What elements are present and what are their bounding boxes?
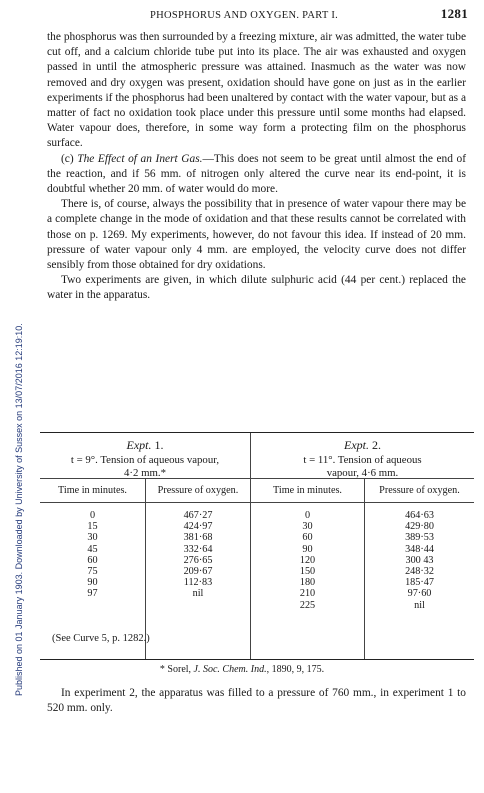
table-cell: 90 (87, 577, 98, 589)
table-cell: 276·65 (183, 554, 213, 566)
exp1-number: 1. (154, 438, 164, 452)
running-title: PHOSPHORUS AND OXYGEN. PART I. (150, 10, 339, 21)
exp2-time-header: Time in minutes. (273, 485, 342, 496)
exp2-pressure-column (365, 510, 474, 611)
exp1-title (40, 438, 250, 453)
table-cell: 97·60 (407, 588, 432, 600)
exp1-time-column (40, 510, 145, 600)
table-cell: 90 (302, 543, 313, 555)
download-notice (3, 96, 24, 696)
table-cell: 389·53 (405, 532, 434, 544)
download-notice-text: Published on 01 January 1903. Downloaded by University of Sussex on 13/07/2016 12:19:10. (14, 323, 24, 696)
table-cell: 248·32 (405, 565, 434, 577)
footnote (0, 664, 484, 675)
table-cell: 429·80 (405, 521, 434, 533)
paragraph-1: the phosphorus was then surrounded by a freezing mixture, air was admitted, the water tube cut off, and a calcium chloride tube put into its place. The air was exhausted and oxygen passed in until the atmospheric pressure was attained. Inasmuch as the water was now removed and dry oxygen was present, oxidation should have gone on just as in the earlier experiments if the phosphorus had been unaltered by contact with the water vapour, but as a matter of fact no oxidation took place under this pressure until some months had elapsed. Water vapour does, therefore, in some way form a protecting film on the phosphorus surface. (47, 31, 466, 150)
table-cell: 209·67 (183, 565, 213, 577)
table-cell: 30 (302, 521, 313, 533)
table-cell: 60 (302, 532, 313, 544)
table-cell: 185·47 (405, 577, 434, 589)
body-text (47, 30, 466, 304)
exp2-desc-line1: t = 11°. Tension of aqueous (303, 454, 422, 466)
table-cell: nil (414, 599, 425, 611)
table-cell: 467·27 (183, 510, 213, 521)
table-cell: 300 43 (405, 554, 434, 566)
footnote-journal: J. Soc. Chem. Ind. (193, 664, 267, 675)
table-cell: 97 (87, 588, 98, 600)
exp1-description (40, 454, 250, 480)
exp2-title (251, 438, 474, 453)
table-cell: 424·97 (183, 521, 213, 533)
table-cell: nil (192, 588, 204, 600)
table-cell: 150 (299, 565, 316, 577)
exp1-pressure-header: Pressure of oxygen. (157, 485, 239, 496)
exp2-time-column (251, 510, 364, 611)
experiment-table (40, 432, 474, 660)
exp1-desc-line1: t = 9°. Tension of aqueous vapour, (70, 454, 220, 466)
table-cell: 30 (87, 532, 98, 544)
table-cell: 332·64 (183, 543, 213, 555)
exp1-title-word: Expt. (126, 438, 152, 452)
paragraph-3: There is, of course, always the possibility that in presence of water vapour there may be a complete change in the mode of oxidation and that these results cannot be correlated with those on p. 1269. My experiments, however, do not favour this idea. If instead of 20 mm. pressure of water vapour only 4 mm. are employed, the velocity curve does not differ sensibly from those obtained for dry oxidations. (47, 198, 466, 272)
table-cell: 112·83 (183, 577, 213, 589)
footnote-citation: , 1890, 9, 175. (266, 664, 325, 675)
exp2-desc-line2: vapour, 4·6 mm. (326, 467, 399, 479)
paragraph-4: Two experiments are given, in which dilute sulphuric acid (44 per cent.) replaced the water in the apparatus. (47, 274, 466, 302)
table-cell: 381·68 (183, 532, 213, 544)
table-cell: 0 (89, 510, 96, 521)
paragraph-2-text: —This does not seem to be great until almost the end of the reaction, and if 56 mm. of nitrogen only altered the curve near its end-point, it is doubtful whether 20 mm. of water would do more. (47, 152, 467, 196)
table-cell: 180 (299, 577, 316, 589)
exp1-time-header: Time in minutes. (58, 485, 127, 496)
running-header (150, 6, 468, 22)
table-cell: 210 (299, 588, 316, 600)
closing-paragraph: In experiment 2, the apparatus was filled to a pressure of 760 mm., in experiment 1 to 520 mm. only. (47, 687, 466, 715)
paragraph-2 (47, 152, 466, 198)
closing-text (47, 686, 466, 716)
exp2-title-word: Expt. (344, 438, 369, 452)
exp1-pressure-column (146, 510, 250, 600)
footnote-marker: * Sorel, (159, 664, 194, 675)
table-cell: 225 (299, 599, 316, 611)
exp1-desc-line2: 4·2 mm.* (124, 467, 166, 479)
table-cell: 0 (304, 510, 311, 521)
table-cell: 75 (87, 565, 98, 577)
curve-reference: (See Curve 5, p. 1282.) (52, 633, 150, 644)
exp2-pressure-header: Pressure of oxygen. (379, 485, 460, 496)
table-cell: 15 (87, 521, 98, 533)
table-cell: 45 (87, 543, 98, 555)
table-cell: 464·63 (405, 510, 434, 521)
table-cell: 348·44 (405, 543, 434, 555)
table-cell: 60 (87, 554, 98, 566)
table-rule-columns (40, 502, 474, 503)
exp2-number: 2. (372, 438, 381, 452)
exp2-description (251, 454, 474, 480)
section-title: The Effect of an Inert Gas. (77, 152, 203, 165)
table-cell: 120 (299, 554, 316, 566)
page-number: 1281 (440, 6, 468, 21)
section-label: (c) (61, 152, 78, 165)
